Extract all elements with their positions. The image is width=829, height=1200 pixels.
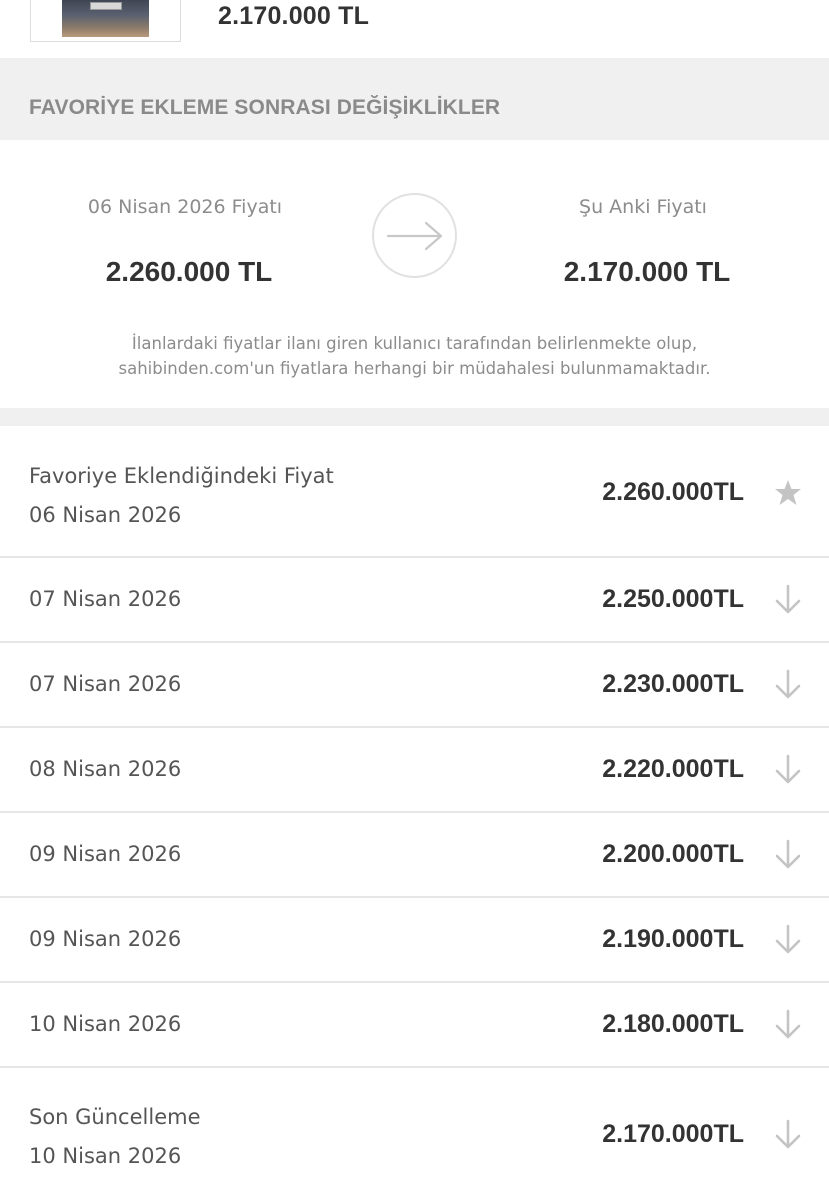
history-row-date: 10 Nisan 2026: [29, 1012, 182, 1036]
history-row-price: 2.260.000TL: [602, 478, 744, 506]
start-price-value: 2.260.000 TL: [105, 256, 273, 287]
current-price-label: Şu Anki Fiyatı: [579, 196, 707, 218]
history-row-price: 2.190.000TL: [602, 925, 744, 953]
history-row-date: 09 Nisan 2026: [29, 927, 182, 951]
history-row-date: 06 Nisan 2026: [29, 503, 182, 527]
section-divider: [0, 408, 829, 426]
arrow-down-icon: [771, 667, 805, 701]
price-comparison: [0, 140, 829, 408]
history-row-label: Favoriye Eklendiğindeki Fiyat: [29, 464, 334, 488]
history-row-price: 2.200.000TL: [602, 840, 744, 868]
history-row: [0, 983, 829, 1068]
history-row-price: 2.230.000TL: [602, 670, 744, 698]
arrow-down-icon: [771, 1117, 805, 1151]
license-plate: [90, 2, 122, 10]
history-row-date: 09 Nisan 2026: [29, 842, 182, 866]
section-title: FAVORİYE EKLEME SONRASI DEĞİŞİKLİKLER: [29, 96, 501, 119]
disclaimer-line-1: İlanlardaki fiyatlar ilanı giren kullanıcı tarafından belirlenmekte olup,: [131, 334, 698, 353]
history-row: [0, 898, 829, 983]
listing-summary[interactable]: [0, 0, 829, 58]
arrow-down-icon: [771, 1007, 805, 1041]
history-row: [0, 728, 829, 813]
history-row-price: 2.250.000TL: [602, 585, 744, 613]
star-icon: [771, 476, 805, 510]
history-row-label: Son Güncelleme: [29, 1105, 201, 1129]
history-row-date: 08 Nisan 2026: [29, 757, 182, 781]
history-row-price: 2.180.000TL: [602, 1010, 744, 1038]
arrow-right-icon: [372, 193, 457, 278]
price-disclaimer: [60, 331, 769, 381]
arrow-down-icon: [771, 922, 805, 956]
history-row-added: [0, 426, 829, 558]
history-row-date: 07 Nisan 2026: [29, 672, 182, 696]
arrow-down-icon: [771, 837, 805, 871]
history-row-last-update: [0, 1068, 829, 1200]
listing-current-price: 2.170.000 TL: [218, 2, 370, 30]
history-row: [0, 813, 829, 898]
history-row-date: 10 Nisan 2026: [29, 1144, 182, 1168]
section-header: [0, 58, 829, 140]
listing-photo: [62, 0, 149, 37]
arrow-down-icon: [771, 752, 805, 786]
history-row-date: 07 Nisan 2026: [29, 587, 182, 611]
history-row: [0, 643, 829, 728]
history-row: [0, 558, 829, 643]
listing-thumbnail[interactable]: [30, 0, 181, 42]
arrow-down-icon: [771, 582, 805, 616]
current-price-value: 2.170.000 TL: [563, 256, 731, 287]
history-row-price: 2.170.000TL: [602, 1120, 744, 1148]
history-row-price: 2.220.000TL: [602, 755, 744, 783]
start-price-label: 06 Nisan 2026 Fiyatı: [87, 196, 283, 218]
disclaimer-line-2: sahibinden.com'un fiyatlara herhangi bir müdahalesi bulunmamaktadır.: [118, 359, 711, 378]
price-history-list: [0, 426, 829, 1200]
